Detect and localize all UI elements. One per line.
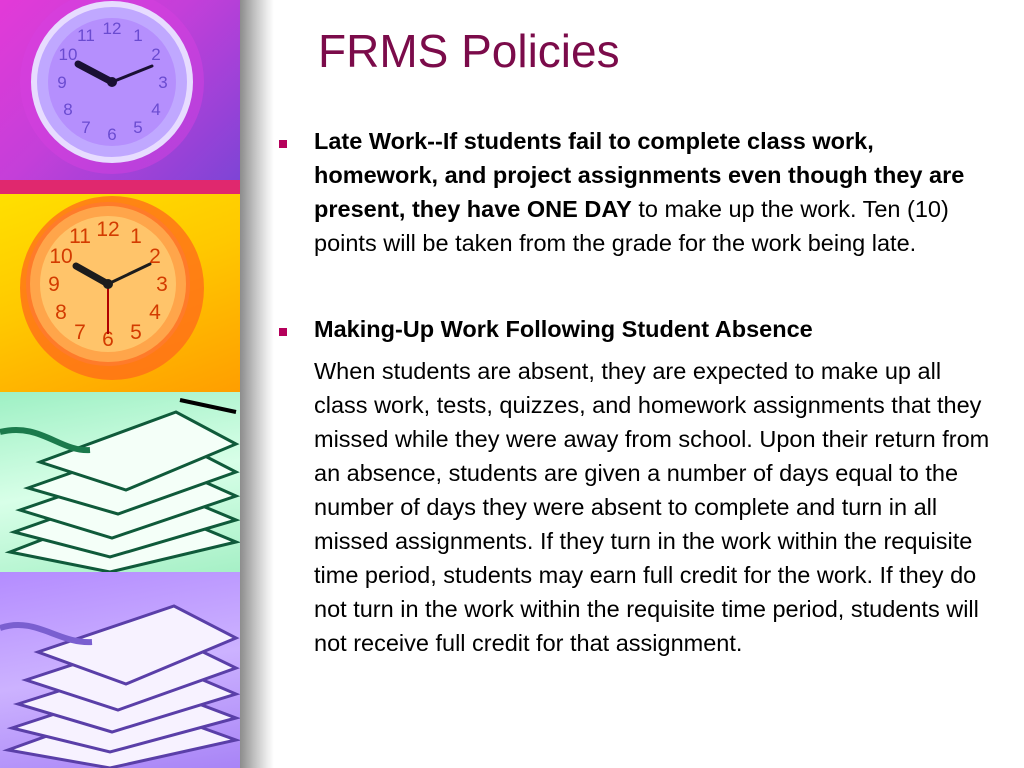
- clock-numeral: 10: [58, 45, 78, 64]
- clock-numeral: 1: [130, 225, 142, 248]
- clock-numeral: 11: [69, 225, 91, 248]
- late-work-rest-text: to make up the work. Ten (10) points will be taken from the grade for the work being late.: [314, 196, 949, 256]
- book-stack-icon: [0, 572, 240, 768]
- clock-numeral: 7: [81, 118, 91, 137]
- purple-clock-panel: [0, 0, 240, 180]
- slide-title: FRMS Policies: [318, 25, 620, 77]
- clock-numeral: 3: [156, 273, 168, 296]
- clock-numeral: 1: [133, 26, 143, 45]
- clock-numeral: 7: [74, 321, 86, 344]
- green-books-panel: [0, 392, 240, 572]
- clock-numeral: 12: [102, 19, 122, 38]
- bullet-item-absence: [276, 312, 996, 660]
- clock-numeral: 8: [63, 100, 73, 119]
- bullet-item-late-work: [276, 124, 996, 260]
- purple-clock-icon: [0, 0, 240, 180]
- clock-numeral: 4: [149, 301, 161, 324]
- orange-clock-icon: [0, 194, 240, 392]
- absence-body-text: When students are absent, they are expected to make up all class work, tests, quizzes, and homework assignments that they missed while they were away from school. Upon their return from an absence, students are given a number of days equal to the number of days they were absent to complete and turn in all missed assignments. If they turn in the work within the requisite time period, students may earn full credit for the work. If they do not turn in the work within the requisite time period, students will not receive full credit for that assignment.: [314, 358, 990, 656]
- clock-numeral: 5: [130, 321, 142, 344]
- lavender-books-panel: [0, 572, 240, 768]
- clock-numeral: 3: [158, 73, 168, 92]
- clock-numeral: 2: [149, 245, 161, 268]
- orange-clock-panel: [0, 194, 240, 392]
- clock-numeral: 6: [102, 328, 114, 351]
- clock-numeral: 8: [55, 301, 67, 324]
- pink-divider-stripe: [0, 180, 240, 194]
- sidebar-shadow: [240, 0, 274, 768]
- clock-numeral: 12: [96, 218, 120, 241]
- square-bullet-icon: [279, 140, 287, 148]
- slide-content: [276, 124, 996, 660]
- clock-numeral: 5: [133, 118, 143, 137]
- clock-numeral: 9: [57, 73, 67, 92]
- decorative-sidebar: [0, 0, 240, 768]
- absence-heading: Making-Up Work Following Student Absence: [314, 316, 813, 342]
- clock-numeral: 6: [107, 125, 117, 144]
- clock-numeral: 4: [151, 100, 161, 119]
- square-bullet-icon: [279, 328, 287, 336]
- book-stack-icon: [0, 392, 240, 572]
- clock-numeral: 9: [48, 273, 60, 296]
- clock-numeral: 11: [77, 26, 95, 45]
- clock-numeral: 2: [151, 45, 161, 64]
- late-work-text: [314, 124, 994, 260]
- clock-numeral: 10: [49, 245, 73, 268]
- late-work-bold-text: Late Work--If students fail to complete class work, homework, and project assignments even though they are present, they have ONE DAY: [314, 128, 965, 222]
